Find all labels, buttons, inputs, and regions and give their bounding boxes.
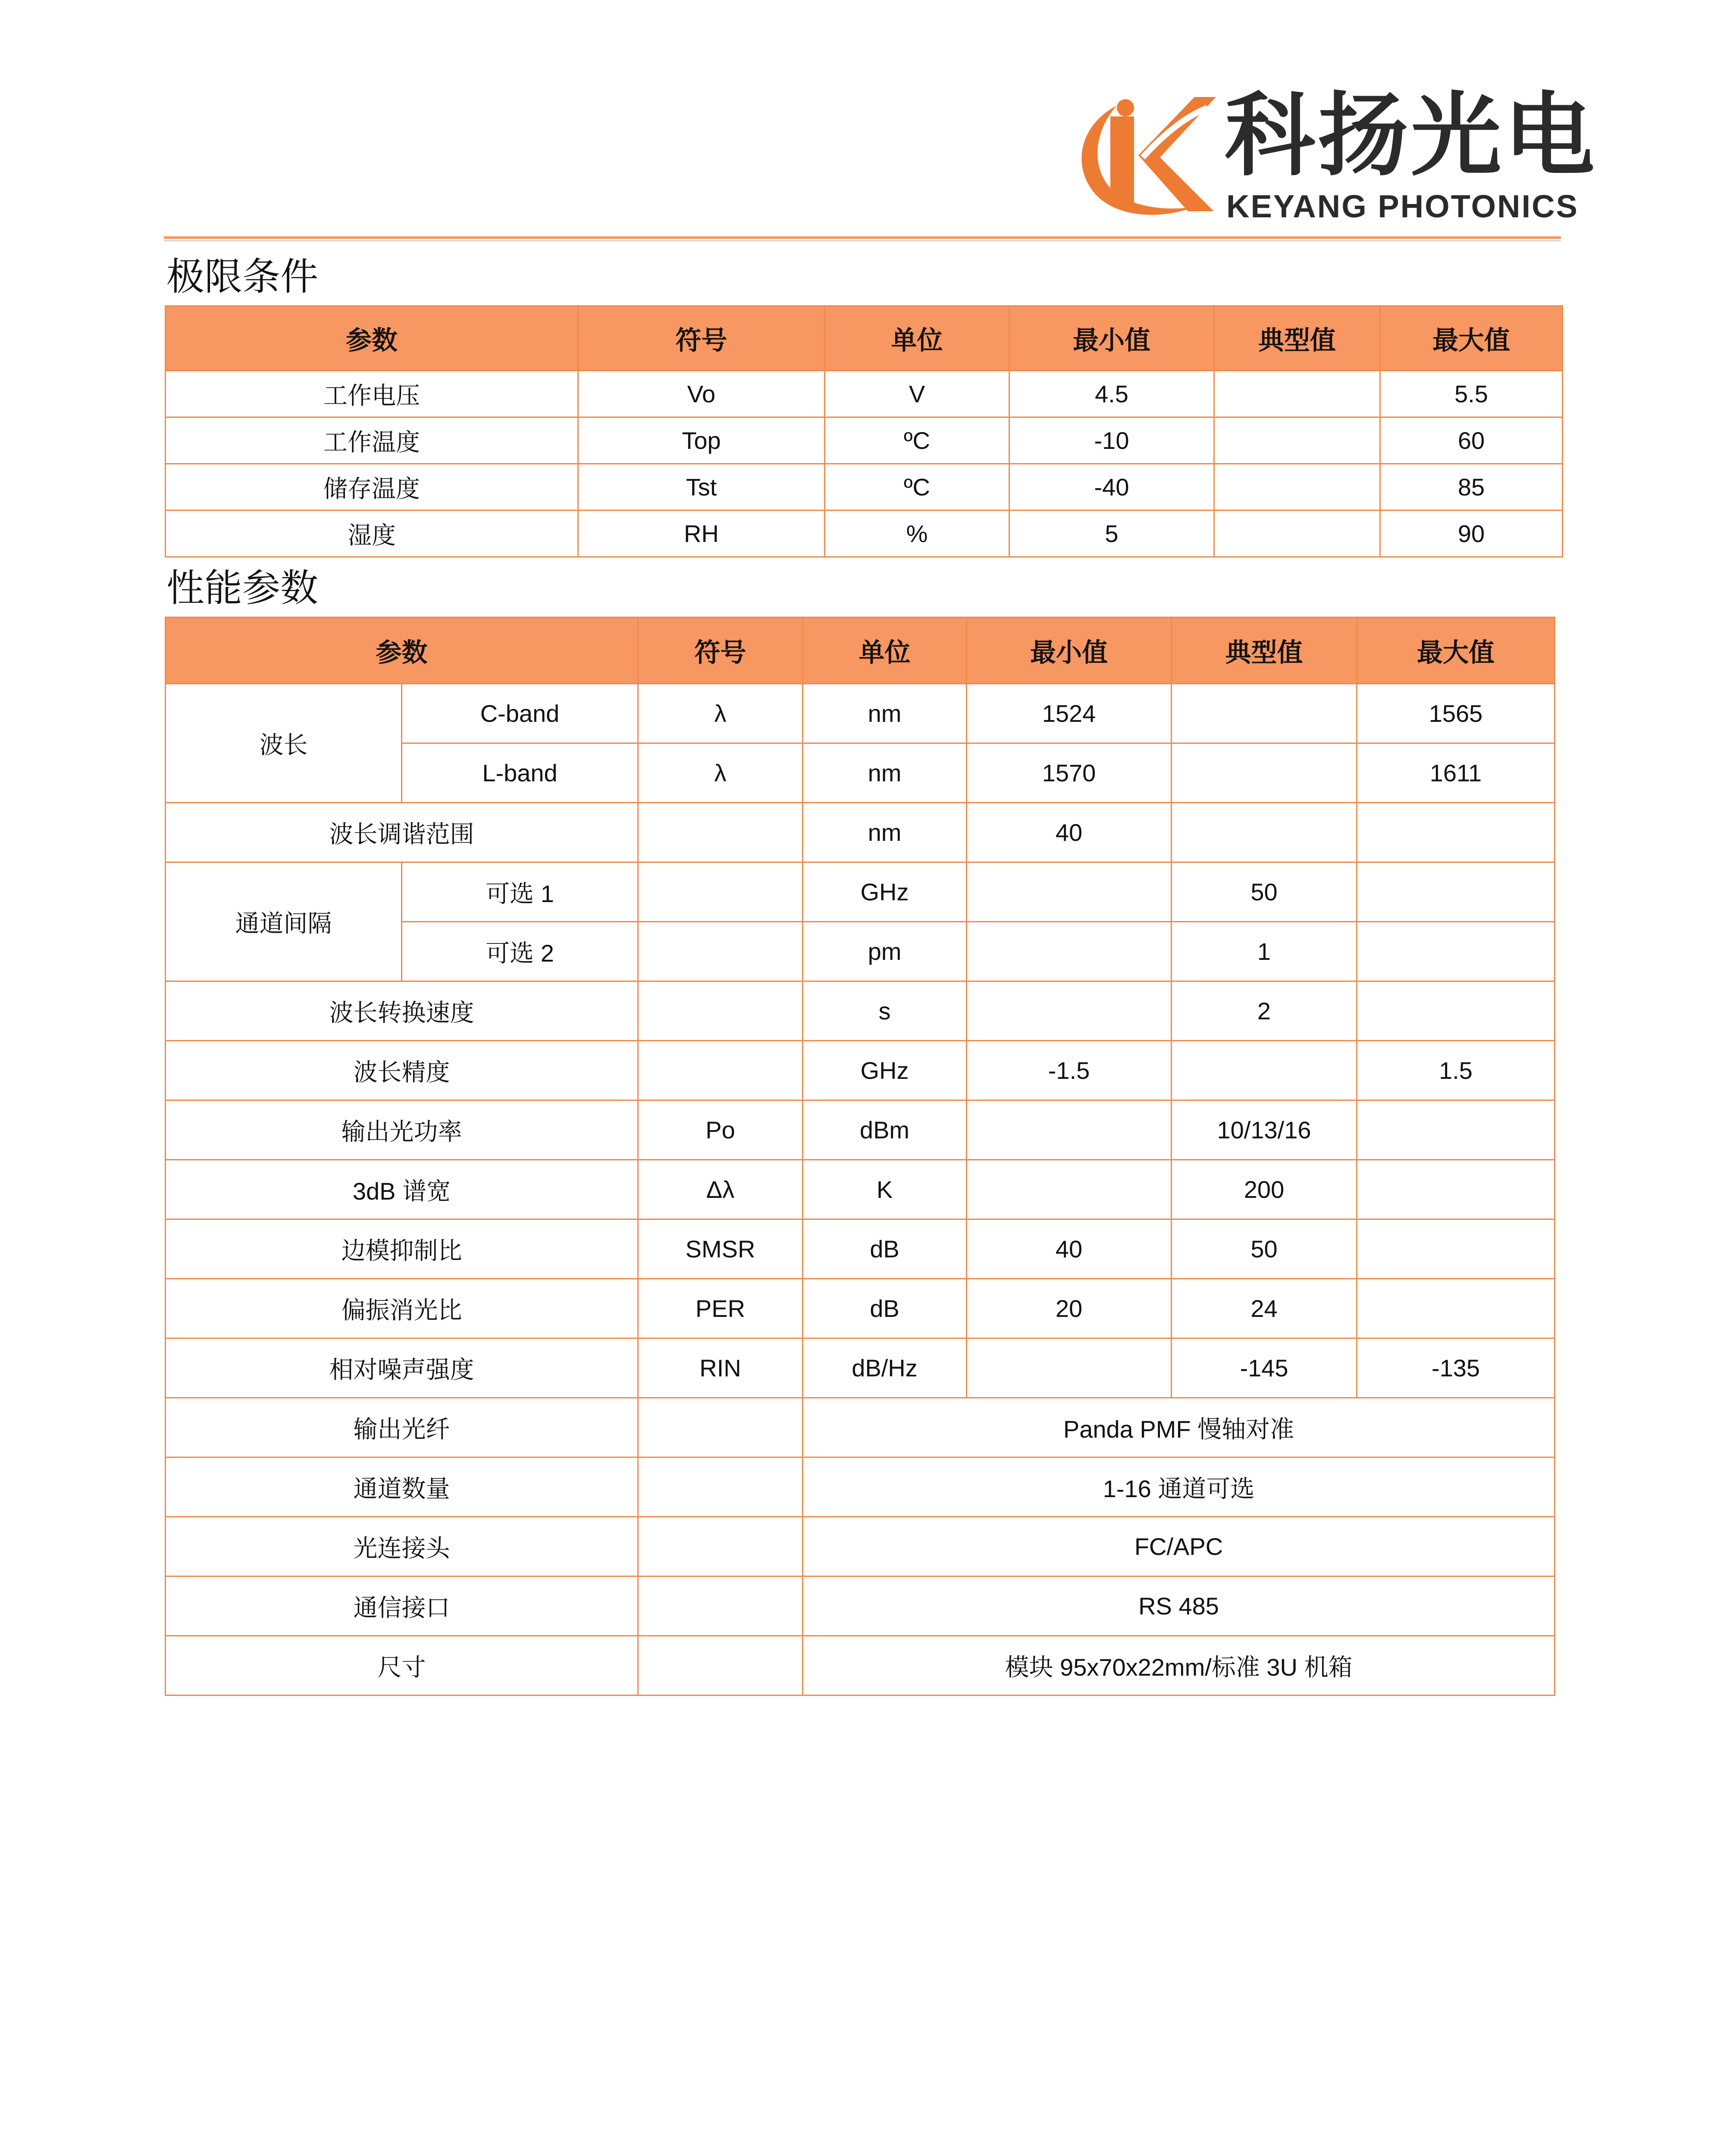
cell-max: 90: [1380, 511, 1563, 557]
cell-max: -135: [1357, 1338, 1555, 1398]
keyang-k-logo-icon: [1065, 82, 1220, 229]
table-row: [166, 981, 1555, 1041]
cell-symbol: RH: [578, 511, 825, 557]
cell-group-spacing: 通道间隔: [166, 862, 402, 981]
cell-typ: [1214, 511, 1380, 557]
brand-name-cn: 科扬光电: [1225, 83, 1598, 188]
col-header-max: 最大值: [1357, 617, 1555, 684]
table-row: [166, 1576, 1555, 1636]
cell-typ: 50: [1172, 862, 1357, 922]
cell-typ: 24: [1172, 1279, 1357, 1338]
table-row: [166, 1279, 1555, 1338]
cell-symbol: Top: [578, 417, 825, 464]
company-logo: [1065, 82, 1598, 229]
cell-max: [1357, 1160, 1555, 1219]
cell-min: 1524: [967, 684, 1172, 743]
cell-unit: GHz: [803, 1041, 967, 1100]
cell-unit: dB/Hz: [803, 1338, 967, 1398]
col-header-symbol: 符号: [638, 617, 803, 684]
cell-symbol: [638, 981, 803, 1041]
cell-symbol: Po: [638, 1100, 803, 1160]
cell-max: [1357, 1100, 1555, 1160]
cell-max: [1357, 922, 1555, 981]
cell-min: 40: [967, 803, 1172, 862]
table-row: [166, 371, 1563, 417]
cell-param: 储存温度: [166, 464, 578, 511]
cell-max: 1.5: [1357, 1041, 1555, 1100]
cell-symbol: [638, 1041, 803, 1100]
cell-param: 尺寸: [166, 1636, 638, 1695]
cell-merged-value: 1-16 通道可选: [803, 1457, 1555, 1517]
cell-unit: nm: [803, 743, 967, 803]
table-row: [166, 862, 1555, 922]
cell-symbol: [638, 803, 803, 862]
table-row: [166, 1457, 1555, 1517]
cell-subparam: C-band: [402, 684, 638, 743]
limits-header-row: [166, 306, 1563, 371]
cell-unit: dB: [803, 1219, 967, 1279]
cell-symbol: λ: [638, 743, 803, 803]
table-row: [166, 1636, 1555, 1695]
cell-typ: -145: [1172, 1338, 1357, 1398]
col-header-unit: 单位: [803, 617, 967, 684]
cell-unit: K: [803, 1160, 967, 1219]
cell-subparam: 可选 2: [402, 922, 638, 981]
cell-param: 工作电压: [166, 371, 578, 417]
cell-unit: ºC: [825, 417, 1009, 464]
cell-max: [1357, 803, 1555, 862]
table-row: [166, 1100, 1555, 1160]
cell-min: -40: [1009, 464, 1214, 511]
cell-typ: 10/13/16: [1172, 1100, 1357, 1160]
cell-param: 波长调谐范围: [166, 803, 638, 862]
cell-max: 5.5: [1380, 371, 1563, 417]
cell-symbol: PER: [638, 1279, 803, 1338]
cell-unit: GHz: [803, 862, 967, 922]
cell-typ: [1172, 803, 1357, 862]
cell-unit: ºC: [825, 464, 1009, 511]
cell-param: 光连接头: [166, 1517, 638, 1576]
cell-symbol: [638, 1636, 803, 1695]
cell-symbol: SMSR: [638, 1219, 803, 1279]
cell-param: 波长精度: [166, 1041, 638, 1100]
cell-symbol: [638, 1517, 803, 1576]
cell-unit: pm: [803, 922, 967, 981]
brand-name-en: KEYANG PHOTONICS: [1226, 188, 1579, 224]
cell-param: 3dB 谱宽: [166, 1160, 638, 1219]
cell-typ: 1: [1172, 922, 1357, 981]
cell-typ: [1172, 743, 1357, 803]
cell-min: [967, 981, 1172, 1041]
cell-max: [1357, 1219, 1555, 1279]
cell-param: 通信接口: [166, 1576, 638, 1636]
perf-header-row: [166, 617, 1555, 684]
cell-param: 偏振消光比: [166, 1279, 638, 1338]
cell-typ: [1172, 684, 1357, 743]
cell-param: 波长转换速度: [166, 981, 638, 1041]
col-header-typ: 典型值: [1172, 617, 1357, 684]
cell-merged-value: 模块 95x70x22mm/标准 3U 机箱: [803, 1636, 1555, 1695]
cell-min: 1570: [967, 743, 1172, 803]
limits-table: [165, 305, 1563, 558]
cell-param: 输出光功率: [166, 1100, 638, 1160]
col-header-min: 最小值: [1009, 306, 1214, 371]
cell-typ: 200: [1172, 1160, 1357, 1219]
cell-min: 5: [1009, 511, 1214, 557]
col-header-param: 参数: [166, 306, 578, 371]
cell-subparam: 可选 1: [402, 862, 638, 922]
cell-min: [967, 862, 1172, 922]
cell-max: [1357, 981, 1555, 1041]
perf-section-title: 性能参数: [166, 566, 319, 610]
cell-min: [967, 1338, 1172, 1398]
cell-min: -1.5: [967, 1041, 1172, 1100]
cell-max: 1565: [1357, 684, 1555, 743]
col-header-max: 最大值: [1380, 306, 1563, 371]
cell-unit: dB: [803, 1279, 967, 1338]
cell-max: [1357, 862, 1555, 922]
cell-typ: [1214, 417, 1380, 464]
table-row: [166, 464, 1563, 511]
table-row: [166, 1398, 1555, 1457]
perf-table: [165, 617, 1555, 1696]
cell-symbol: [638, 922, 803, 981]
cell-typ: [1214, 464, 1380, 511]
cell-unit: nm: [803, 803, 967, 862]
table-row: [166, 803, 1555, 862]
cell-unit: dBm: [803, 1100, 967, 1160]
cell-symbol: λ: [638, 684, 803, 743]
cell-param: 相对噪声强度: [166, 1338, 638, 1398]
cell-unit: V: [825, 371, 1009, 417]
cell-unit: s: [803, 981, 967, 1041]
cell-min: 4.5: [1009, 371, 1214, 417]
limits-section-title: 极限条件: [166, 254, 319, 299]
cell-min: [967, 922, 1172, 981]
cell-symbol: [638, 1398, 803, 1457]
table-row: [166, 684, 1555, 743]
cell-param: 通道数量: [166, 1457, 638, 1517]
header-divider-shadow: [164, 240, 1561, 241]
cell-min: [967, 1100, 1172, 1160]
table-row: [166, 1160, 1555, 1219]
cell-symbol: Vo: [578, 371, 825, 417]
table-row: [166, 417, 1563, 464]
col-header-unit: 单位: [825, 306, 1009, 371]
cell-typ: [1214, 371, 1380, 417]
header-divider: [164, 236, 1561, 239]
cell-merged-value: Panda PMF 慢轴对准: [803, 1398, 1555, 1457]
cell-group-wavelength: 波长: [166, 684, 402, 803]
cell-min: -10: [1009, 417, 1214, 464]
table-row: [166, 1219, 1555, 1279]
cell-max: 85: [1380, 464, 1563, 511]
cell-typ: 50: [1172, 1219, 1357, 1279]
cell-merged-value: FC/APC: [803, 1517, 1555, 1576]
cell-symbol: Δλ: [638, 1160, 803, 1219]
table-row: [166, 1517, 1555, 1576]
cell-typ: [1172, 1041, 1357, 1100]
cell-unit: %: [825, 511, 1009, 557]
table-row: [166, 1338, 1555, 1398]
col-header-min: 最小值: [967, 617, 1172, 684]
cell-symbol: Tst: [578, 464, 825, 511]
cell-max: 1611: [1357, 743, 1555, 803]
cell-merged-value: RS 485: [803, 1576, 1555, 1636]
cell-max: 60: [1380, 417, 1563, 464]
table-row: [166, 1041, 1555, 1100]
cell-typ: 2: [1172, 981, 1357, 1041]
cell-symbol: [638, 862, 803, 922]
cell-max: [1357, 1279, 1555, 1338]
col-header-typ: 典型值: [1214, 306, 1380, 371]
col-header-symbol: 符号: [578, 306, 825, 371]
table-row: [166, 511, 1563, 557]
cell-symbol: RIN: [638, 1338, 803, 1398]
cell-min: 40: [967, 1219, 1172, 1279]
cell-min: [967, 1160, 1172, 1219]
cell-min: 20: [967, 1279, 1172, 1338]
cell-symbol: [638, 1576, 803, 1636]
cell-param: 输出光纤: [166, 1398, 638, 1457]
cell-unit: nm: [803, 684, 967, 743]
cell-subparam: L-band: [402, 743, 638, 803]
cell-symbol: [638, 1457, 803, 1517]
cell-param: 边模抑制比: [166, 1219, 638, 1279]
cell-param: 工作温度: [166, 417, 578, 464]
col-header-param: 参数: [166, 617, 638, 684]
cell-param: 湿度: [166, 511, 578, 557]
